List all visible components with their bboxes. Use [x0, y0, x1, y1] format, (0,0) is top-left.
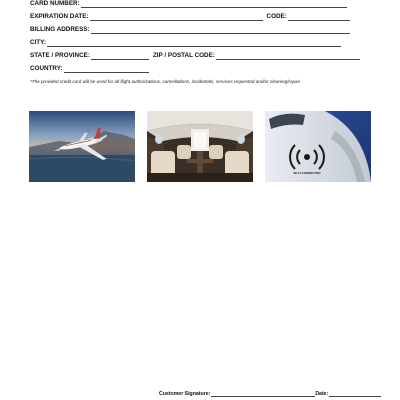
zip-field[interactable]: [216, 53, 360, 60]
code-label: CODE:: [266, 13, 287, 20]
state-zip-row: [30, 52, 360, 60]
zip-label: ZIP / POSTAL CODE:: [152, 52, 215, 59]
state-label: STATE / PROVINCE:: [30, 52, 90, 59]
country-label: COUNTRY:: [30, 65, 63, 72]
billing-address-row: [30, 26, 350, 34]
expiration-date-field[interactable]: [90, 14, 263, 21]
expiration-code-row: [30, 13, 350, 21]
city-label: CITY:: [30, 39, 46, 46]
date-field[interactable]: [329, 391, 381, 397]
card-number-row: [30, 0, 347, 8]
city-row: [30, 39, 341, 47]
customer-signature-field[interactable]: [211, 391, 315, 397]
city-field[interactable]: [47, 40, 341, 47]
state-field[interactable]: [91, 53, 149, 60]
customer-signature-label: Customer Signature:: [159, 391, 211, 397]
country-field[interactable]: [64, 66, 149, 73]
country-row: [30, 65, 149, 73]
signature-row: [159, 391, 381, 397]
cabin-interior-photo: [147, 111, 253, 182]
billing-address-label: BILLING ADDRESS:: [30, 26, 90, 33]
wifi-fuselage-photo: [265, 111, 371, 182]
expiration-date-label: EXPIRATION DATE:: [30, 13, 89, 20]
code-field[interactable]: [288, 14, 350, 21]
card-number-label: CARD NUMBER:: [30, 0, 80, 7]
wifi-caption: WI-FI CONNECTED: [293, 171, 321, 175]
disclaimer-text: *The provided credit card will be used for all flight authorizations, cancellations, incidentals, services requested and/or cleaning/repair: [30, 79, 301, 84]
card-number-field[interactable]: [81, 1, 347, 8]
date-label: Date:: [315, 391, 329, 397]
jet-in-flight-photo: [29, 111, 135, 182]
billing-address-field[interactable]: [91, 27, 350, 34]
